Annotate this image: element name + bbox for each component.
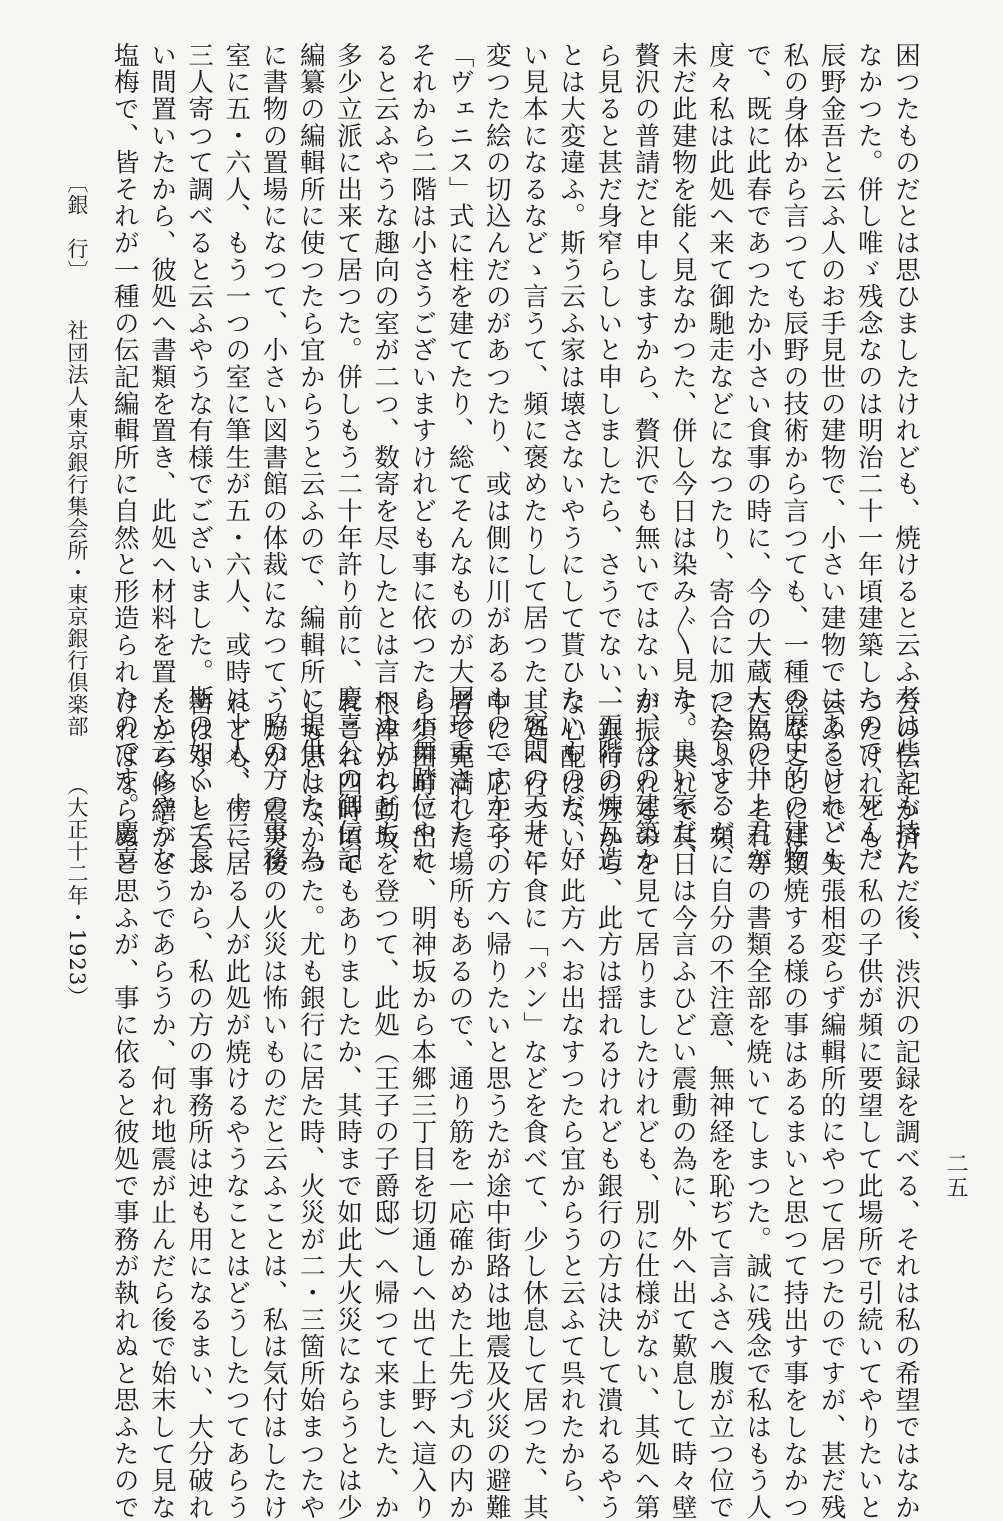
text-column: 筈はないと云ふから、私の方の事務所は迚も用になるまい、大分破れ [184, 690, 215, 1521]
header-organization: 社団法人東京銀行集会所・東京銀行倶楽部 [65, 319, 89, 738]
text-column: 念なことには類焼する様の事はあるまいと思つて持出す事をしなかつ [779, 690, 810, 1521]
text-column: ると云ふやうな趣向の室が二つ、数寄を尽したとは言へぬけれども、 [370, 42, 401, 873]
text-column: に会ふと、頻に自分の不注意、無神経を恥ぢて言ふさへ腹が立つ位で [704, 690, 735, 1521]
text-column: な心配はない、此方へお出なすつたら宜からうと云ふて呉れたから、 [556, 690, 587, 1521]
header-date: （大正十二年・1923） [65, 774, 89, 1009]
text-column: たから修繕がどうであらうか、何れ地震が止んだら後で始末して見な [146, 690, 177, 1521]
text-column: ければならぬと思ふが、事に依ると彼処で事務が執れぬと思ふたので [109, 690, 140, 1521]
text-column: れこれ四時頃でもありましたか、其時まで如此大火災にならうとは少 [332, 690, 363, 1521]
text-column: に書物の置場になつて、小さい図書館の体裁になつて、脇の方の事務 [258, 42, 289, 873]
text-block-top [104, 42, 924, 873]
text-column: 贅沢の普請だと申しますから、贅沢でも無いではないか、今の建築か [630, 42, 661, 873]
text-column: 編纂の編輯所に使つたら宜からうと云ふので、編輯所に提供した、為 [295, 42, 326, 873]
text-column: なかつた。併し唯ゞ残念なのは明治二十一年頃建築したので、死んだ [853, 42, 884, 873]
text-column: 「ヴェニス」式に柱を建てたり、総てそんなものが大層珍重された。 [444, 42, 475, 873]
text-column: 変つた絵の切込んだのがあつたり、或は側に川があるものですから、 [481, 42, 512, 873]
page-number: 二五 [943, 1152, 968, 1200]
text-column: とは大変違ふ。斯う云ふ家は壊さないやうにして貰ひたいものだ、好 [556, 42, 587, 873]
text-column: 三人寄つて調べると云ふやうな有様でございました。斯の如くして長 [184, 42, 215, 873]
text-column: ら須田町に出て、明神坂から本郷三丁目を切通しへ出て上野へ這入り [407, 690, 438, 1521]
header-series: 〔銀 行〕 [65, 172, 89, 282]
text-column: 未だ此建物を能く見なかつた、併し今日は染み〴〵見た、良い家だ、 [667, 42, 698, 872]
text-column: 困つたものだとは思ひましたけれども、焼けると云ふ考は些とも持た [891, 42, 921, 873]
text-column: 者で充満した場所もあるので、通り筋を一応確かめた上先づ丸の内か [444, 690, 475, 1521]
text-column: ら見ると甚だ身窄らしいと申しましたら、さうでない、五階の煉瓦造 [593, 42, 624, 873]
text-column: 度々私は此処へ来て御馳走などになつたり、寄合に加つたりするが、 [704, 42, 735, 873]
text-column: が振はれるのを見て居りましたけれども、別に仕様がない、其処へ第 [630, 690, 661, 1521]
text-column: 其処へ行つて午食に「パン」などを食べて、少し休息して居つた、其 [518, 690, 549, 1521]
text-block-bottom [109, 690, 924, 1521]
text-column: 云ふことで、矢張相変らず編輯所的にやつて居つたのですが、甚だ残 [816, 690, 847, 1521]
text-column: つたけれども、私の子供が頻に要望して此場所で引続いてやりたいと [853, 690, 884, 1521]
text-column: 多少立派に出来て居つた。併しもう二十年許り前に、慶喜公の御伝記 [332, 42, 363, 873]
text-column: しも思はなかつた。尤も銀行に居た時、火災が二・三箇所始まつたや [295, 690, 326, 1521]
text-column: で、既に此春であつたか小さい食事の時に、今の大蔵大臣の井上君が [742, 42, 773, 873]
text-column: い間置いたから、彼処へ書類を置き、此処へ材料を置くと云ふやうな [146, 42, 177, 873]
text-column: い見本になるなどゝ言うて、頻に褒めたりして居つた、客間の天井に [518, 42, 549, 873]
text-column: それから二階は小さうございますけれども事に依つたら小舞踏位やれ [407, 42, 438, 873]
running-header [60, 172, 94, 1292]
text-column: 一銀行の方から、此方は揺れるけれども銀行の方は決して潰れるやう [593, 690, 624, 1521]
text-column: す。夫れで其日は今言ふひどい震動の為に、外へ出て歎息して時々壁 [667, 690, 698, 1521]
text-column: 根津から動坂を登つて、此処（王子の子爵邸）へ帰つて来ました、か [370, 690, 401, 1521]
text-column: 中に一応王子の方へ帰りたいと思うたが途中街路は地震及火災の避難 [481, 690, 512, 1521]
text-column: た為に、それ等の書類全部を焼いてしまつた。誠に残念で私はもう人 [742, 690, 773, 1521]
text-column: 室に五・六人、もう一つの室に筆生が五・六人、或時は十人、十二、 [221, 42, 252, 873]
text-column: 辰野金吾と云ふ人のお手見世の建物で、小さい建物ではあるけれども [816, 42, 847, 873]
text-column: 公の伝記が済んだ後、渋沢の記録を調べる、それは私の希望ではなか [891, 690, 921, 1521]
text-column: 塩梅で、皆それが一種の伝記編輯所に自然と形造られたのです。慶喜 [109, 42, 140, 873]
text-column: うだが、震災後の火災は怖いものだと云ふことは、私は気付はしたけ [258, 690, 289, 1521]
text-column: 私の身体から言つても辰野の技術から言つても、一種の歴史的の建物 [779, 42, 810, 873]
text-column: れども、傍に居る人が此処が焼けるやうなことはどうしたつてあらう [221, 690, 252, 1521]
